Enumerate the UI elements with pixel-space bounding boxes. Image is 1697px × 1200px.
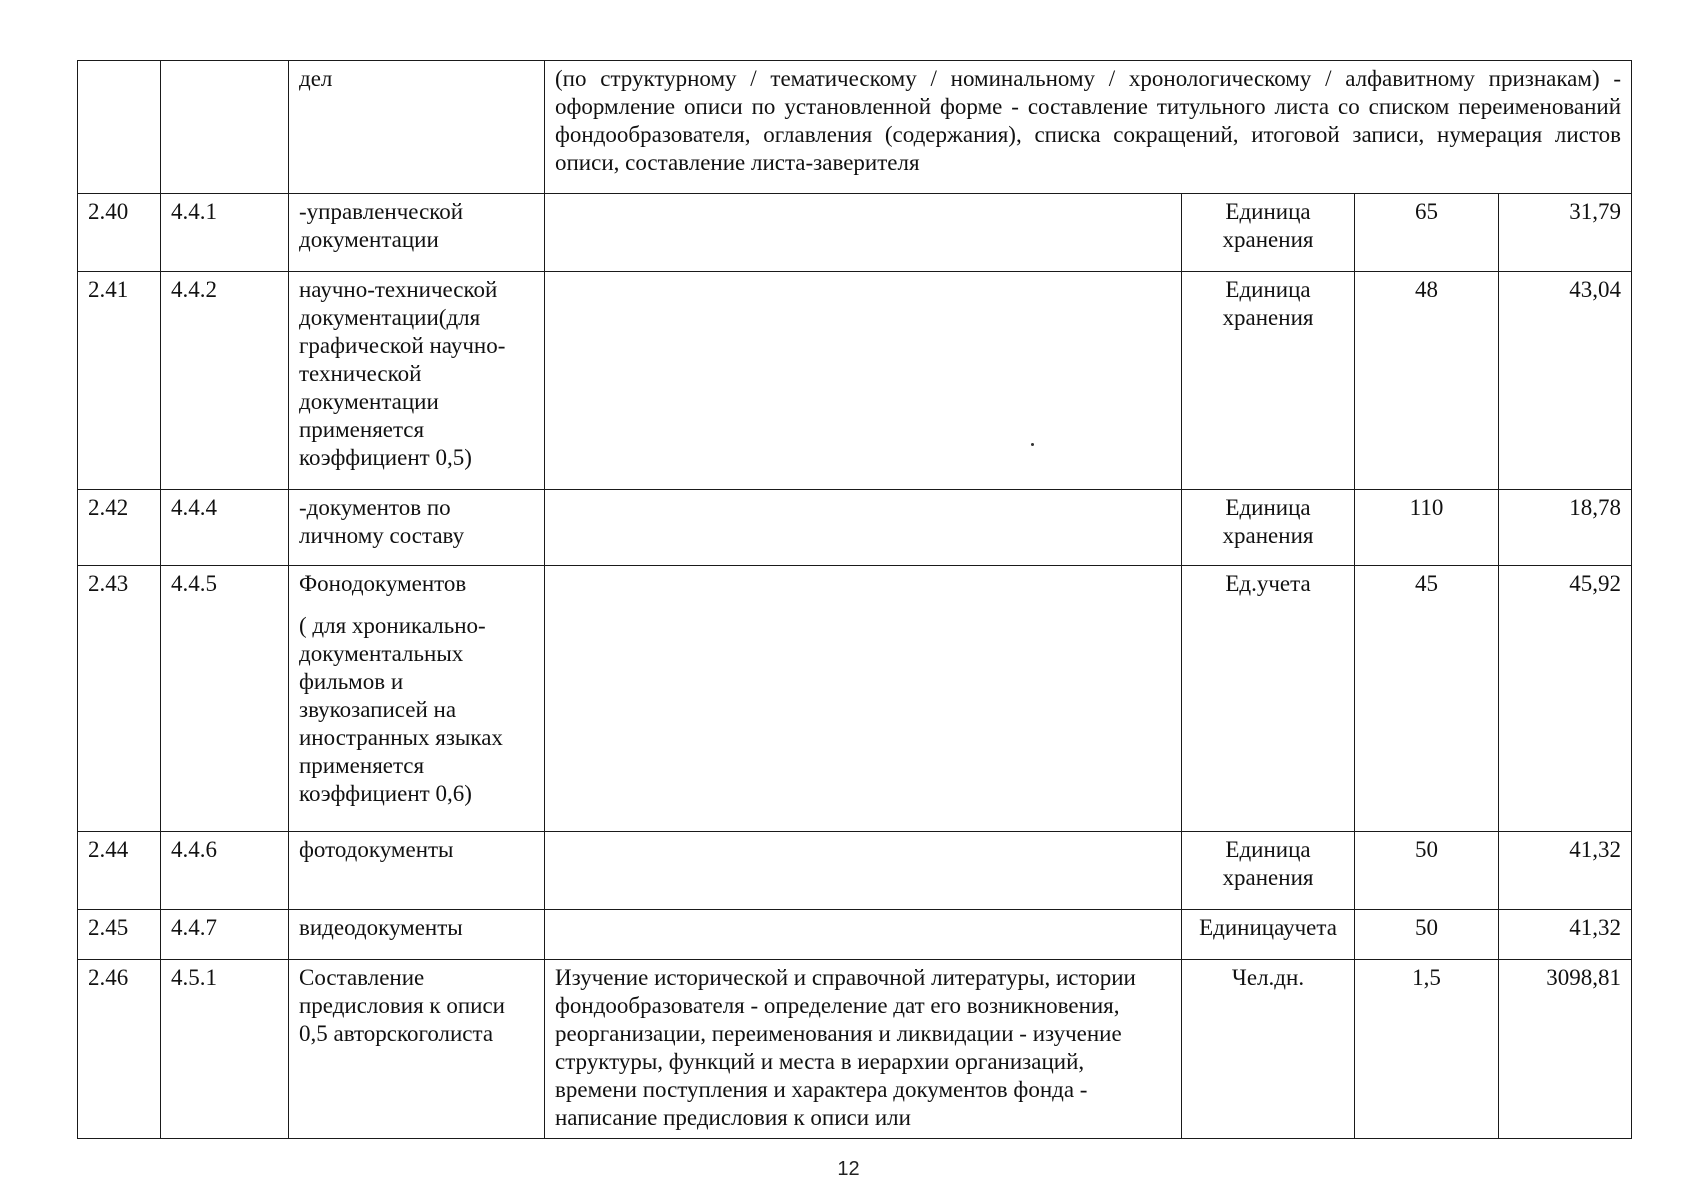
work-name-cell: -управленческой документации: [289, 194, 545, 272]
unit-cell: Чел.дн.: [1182, 960, 1355, 1139]
price-cell: 41,32: [1499, 910, 1632, 960]
price-cell: 3098,81: [1499, 960, 1632, 1139]
code-cell: 4.4.7: [161, 910, 289, 960]
unit-cell: Единицаучета: [1182, 910, 1355, 960]
work-name-cell: фотодокументы: [289, 832, 545, 910]
unit-cell: Единица хранения: [1182, 194, 1355, 272]
work-name-cell: [289, 566, 545, 832]
norm-cell: 50: [1355, 910, 1499, 960]
unit-cell: Ед.учета: [1182, 566, 1355, 832]
tariff-table: [77, 60, 1632, 1139]
price-cell: 45,92: [1499, 566, 1632, 832]
work-description-cell: [545, 194, 1182, 272]
code-cell: 4.4.5: [161, 566, 289, 832]
page-number: 12: [837, 1158, 860, 1180]
norm-cell: 45: [1355, 566, 1499, 832]
table-row: [78, 832, 1632, 910]
work-name-cell: -документов по личному составу: [289, 490, 545, 566]
row-number-cell: 2.42: [78, 490, 161, 566]
work-name-cell: видеодокументы: [289, 910, 545, 960]
price-cell: 43,04: [1499, 272, 1632, 490]
code-cell: 4.5.1: [161, 960, 289, 1139]
work-description-cell: [545, 566, 1182, 832]
price-cell: 18,78: [1499, 490, 1632, 566]
work-description-cell: [545, 832, 1182, 910]
price-cell: 41,32: [1499, 832, 1632, 910]
row-number-cell: 2.45: [78, 910, 161, 960]
table-row: [78, 960, 1632, 1139]
code-cell: 4.4.1: [161, 194, 289, 272]
norm-cell: 50: [1355, 832, 1499, 910]
row-number-cell: 2.46: [78, 960, 161, 1139]
work-name-note: ( для хроникально-документальных фильмов и звукозаписей на иностранных языках применяется коэффициент 0,6): [299, 613, 503, 806]
price-cell: 31,79: [1499, 194, 1632, 272]
row-number-cell: 2.41: [78, 272, 161, 490]
code-cell: [161, 61, 289, 194]
work-description-cell: (по структурному / тематическому / номинальному / хронологическому / алфавитному признакам) - оформление описи по установленной форме - составление титульного листа со списком переименований фондообразователя, оглавления (содержания), списка сокращений, итоговой записи, нумерация листов описи, составление листа-заверителя: [545, 61, 1632, 194]
table-row: [78, 490, 1632, 566]
table-row: [78, 194, 1632, 272]
table-row: [78, 272, 1632, 490]
work-description-cell: [545, 490, 1182, 566]
unit-cell: Единица хранения: [1182, 490, 1355, 566]
table-row: [78, 61, 1632, 194]
work-description-cell: Изучение исторической и справочной литературы, истории фондообразователя - определение дат его возникновения, реорганизации, переименования и ликвидации - изучение структуры, функций и места в иерархии организаций, времени поступления и характера документов фонда - написание предисловия к описи или: [545, 960, 1182, 1139]
norm-cell: 110: [1355, 490, 1499, 566]
work-description-cell: [545, 272, 1182, 490]
row-number-cell: [78, 61, 161, 194]
code-cell: 4.4.6: [161, 832, 289, 910]
table-row: [78, 566, 1632, 832]
table-row: [78, 910, 1632, 960]
row-number-cell: 2.44: [78, 832, 161, 910]
row-number-cell: 2.43: [78, 566, 161, 832]
work-name-text: Фонодокументов: [299, 571, 467, 596]
norm-cell: 48: [1355, 272, 1499, 490]
norm-cell: 1,5: [1355, 960, 1499, 1139]
work-name-cell: научно-технической документации(для графической научно-технической документации применяется коэффициент 0,5): [289, 272, 545, 490]
code-cell: 4.4.4: [161, 490, 289, 566]
work-name-cell: дел: [289, 61, 545, 194]
unit-cell: Единица хранения: [1182, 832, 1355, 910]
scan-speck: [1031, 443, 1034, 446]
code-cell: 4.4.2: [161, 272, 289, 490]
norm-cell: 65: [1355, 194, 1499, 272]
unit-cell: Единица хранения: [1182, 272, 1355, 490]
work-description-cell: [545, 910, 1182, 960]
row-number-cell: 2.40: [78, 194, 161, 272]
work-name-cell: Составление предисловия к описи 0,5 авторскоголиста: [289, 960, 545, 1139]
